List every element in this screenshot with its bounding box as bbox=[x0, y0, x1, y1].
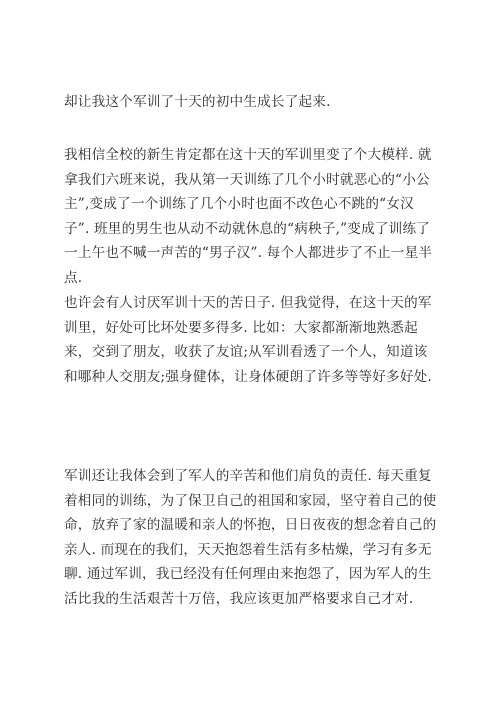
paragraph-3: 也许会有人讨厌军训十天的苦日子. 但我觉得，在这十天的军训里，好处可比坏处要多得多. 比如：大家都渐渐地熟悉起来，交到了朋友，收获了友谊;从军训看透了一个人，知道该和哪种人交朋友;强身健体，让身体硬朗了许多等等好多好处. bbox=[64, 295, 432, 385]
paragraph-1: 却让我这个军训了十天的初中生成长了起来. bbox=[64, 94, 331, 110]
paragraph-2: 我相信全校的新生肯定都在这十天的军训里变了个大模样. 就拿我们六班来说，我从第一天训练了几个小时就恶心的“小公主”,变成了一个训练了几个小时也面不改色心不跳的“女汉子”. 班里的男生也从动不动就休息的“病秧子,”变成了训练了一上午也不喊一声苦的“男子汉”. 每个人都进步了不止一星半点. bbox=[64, 147, 433, 286]
paragraph-4: 军训还让我体会到了军人的辛苦和他们肩负的责任. 每天重复着相同的训练，为了保卫自己的祖国和家园，坚守着自己的使命，放弃了家的温暖和亲人的怀抱，日日夜夜的想念着自己的亲人. 而现在的我们，天天抱怨着生活有多枯燥，学习有多无聊. 通过军训，我已经没有任何理由来抱怨了，因为军人的生活比我的生活艰苦十万倍，我应该更加严格要求自己才对. bbox=[64, 468, 437, 607]
